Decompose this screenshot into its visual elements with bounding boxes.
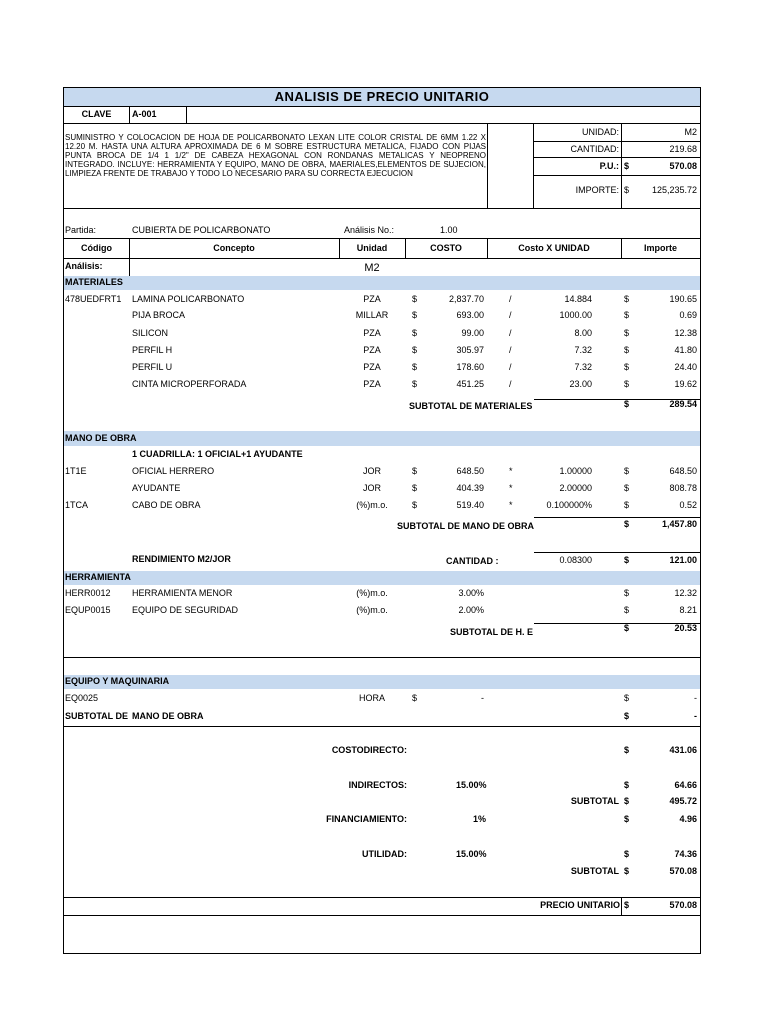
crew-description: 1 CUADRILLA: 1 OFICIAL+1 AYUDANTE [132, 449, 303, 459]
equipo-subtotal-currency: $ [624, 711, 630, 721]
mano-obra-subtotal-value: 1,457.80 [661, 519, 697, 529]
mano-obra-subtotal-currency: $ [624, 519, 630, 529]
column-header-costo: COSTO [430, 243, 462, 253]
row-currency-2: $ [624, 483, 630, 493]
row-operator: / [509, 362, 512, 372]
precio-unitario-label: PRECIO UNITARIO [540, 900, 620, 910]
row-operator: * [509, 466, 513, 476]
page-title: ANALISIS DE PRECIO UNITARIO [274, 89, 490, 104]
row-factor: 14.884 [564, 294, 592, 304]
row-currency: $ [412, 294, 418, 304]
row-unit: MILLAR [355, 310, 389, 320]
equipo-title: EQUIPO Y MAQUINARIA [65, 676, 170, 686]
row-currency: $ [412, 345, 418, 355]
column-header-codigo: Código [81, 243, 112, 253]
subtotal-1-value: 495.72 [669, 796, 697, 806]
unidad-value: M2 [684, 127, 697, 137]
row-currency: $ [412, 500, 418, 510]
row-unit: (%)m.o. [356, 500, 388, 510]
row-unit: PZA [363, 328, 381, 338]
indirectos-currency: $ [624, 780, 630, 790]
herramienta-subtotal-label: SUBTOTAL DE H. E [450, 627, 534, 637]
row-cost: 2,837.70 [448, 294, 484, 304]
precio-unitario-value: 570.08 [669, 900, 697, 910]
financiamiento-pct: 1% [473, 814, 487, 824]
row-operator: * [509, 500, 513, 510]
row-amount: 19.62 [674, 379, 697, 389]
row-currency: $ [412, 379, 418, 389]
row-amount: 0.52 [679, 500, 697, 510]
row-operator: / [509, 345, 512, 355]
row-amount: 24.40 [674, 362, 697, 372]
column-header-importe: Importe [643, 243, 677, 253]
rendimiento-cantidad-label: CANTIDAD : [446, 556, 499, 566]
subtotal-2-label: SUBTOTAL [570, 866, 619, 876]
row-currency-2: $ [624, 362, 630, 372]
mano-obra-band [64, 431, 700, 446]
table-row [64, 343, 700, 358]
row-unit: (%)m.o. [356, 588, 388, 598]
partida-label: Partida: [65, 225, 97, 235]
subtotal-2-currency: $ [624, 866, 630, 876]
row-factor: 7.32 [574, 345, 592, 355]
row-concept: PIJA BROCA [132, 310, 186, 320]
partida-value: CUBIERTA DE POLICARBONATO [132, 225, 271, 235]
pu-currency: $ [624, 161, 630, 171]
row-unit: JOR [363, 466, 381, 476]
herramienta-subtotal-value: 20.53 [674, 623, 697, 633]
equipo-code: EQ0025 [65, 693, 99, 703]
row-factor: 8.00 [574, 328, 592, 338]
row-factor: 0.100000% [546, 500, 592, 510]
table-row [64, 586, 700, 601]
row-factor: 1000.00 [559, 310, 592, 320]
materiales-subtotal-currency: $ [624, 399, 630, 409]
row-factor: 7.32 [574, 362, 592, 372]
row-unit: PZA [363, 345, 381, 355]
costo-directo-label: COSTODIRECTO: [331, 745, 407, 755]
row-code: HERR0012 [65, 588, 111, 598]
pu-value: 570.08 [669, 161, 697, 171]
row-factor: 2.00000 [559, 483, 592, 493]
mano-obra-title: MANO DE OBRA [65, 433, 137, 443]
concept-description: SUMINISTRO Y COLOCACION DE HOJA DE POLICARBONATO LEXAN LITE COLOR CRISTAL DE 6MM 1.22 X 12.20 M. HASTA UNA ALTURA APROXIMADA DE 6 M SOBRE ESTRUCTURA METALICA, FIJADO CON PIJAS PUNTA BROCA DE 1/4 1 1/2" DE CABEZA HEXAGONAL CON RONDANAS METALICAS Y NEOPRENO INTEGRADO. INCLUYE: HERRAMIENTA Y EQUIPO, MANO DE OBRA, MAERIALES,ELEMENTOS DE SUJECION, LIMPIEZA FRENTE DE TRABAJO Y TODO LO NECESARIO PARA SU CORRECTA EJECUCION [65, 133, 486, 178]
subtotal-1-currency: $ [624, 796, 630, 806]
precio-unitario-currency: $ [624, 900, 630, 910]
row-amount: 8.21 [679, 605, 697, 615]
subtotal-2-value: 570.08 [669, 866, 697, 876]
row-concept: SILICON [132, 328, 169, 338]
table-row [64, 377, 700, 392]
utilidad-label: UTILIDAD: [362, 849, 407, 859]
subtotal-1-label: SUBTOTAL [570, 796, 619, 806]
row-currency: $ [412, 362, 418, 372]
importe-value: 125,235.72 [651, 185, 697, 195]
utilidad-pct: 15.00% [456, 849, 487, 859]
row-concept: PERFIL U [132, 362, 173, 372]
equipo-currency: $ [412, 693, 418, 703]
analisis-no-value: 1.00 [440, 225, 458, 235]
importe-currency: $ [624, 185, 630, 195]
indirectos-value: 64.66 [674, 780, 697, 790]
row-concept: HERRAMIENTA MENOR [132, 588, 233, 598]
table-row [64, 603, 700, 618]
row-cost: 451.25 [456, 379, 484, 389]
row-cost: 693.00 [456, 310, 484, 320]
rendimiento-currency: $ [624, 555, 630, 565]
clave-value: A-001 [132, 109, 157, 119]
row-concept: LAMINA POLICARBONATO [132, 294, 245, 304]
price-analysis-sheet [63, 87, 701, 954]
row-currency-2: $ [624, 328, 630, 338]
table-row [64, 464, 700, 479]
cantidad-value: 219.68 [669, 144, 697, 154]
row-currency-2: $ [624, 345, 630, 355]
row-concept: OFICIAL HERRERO [132, 466, 215, 476]
equipo-cost: - [481, 693, 484, 703]
row-concept: CABO DE OBRA [132, 500, 201, 510]
equipo-subtotal-label-a: SUBTOTAL DE [65, 711, 129, 721]
row-operator: / [509, 310, 512, 320]
importe-label: IMPORTE: [575, 185, 619, 195]
row-amount: 12.38 [674, 328, 697, 338]
equipo-subtotal-label-b: MANO DE OBRA [132, 711, 204, 721]
equipo-subtotal-value: - [694, 711, 697, 721]
row-cost: 519.40 [456, 500, 484, 510]
table-row [64, 308, 700, 323]
cantidad-label: CANTIDAD: [570, 144, 619, 154]
row-currency-2: $ [624, 379, 630, 389]
row-concept: PERFIL H [132, 345, 173, 355]
pu-label: P.U.: [599, 161, 619, 171]
costo-directo-value: 431.06 [669, 745, 697, 755]
row-percent: 3.00% [458, 588, 484, 598]
rendimiento-label: RENDIMIENTO M2/JOR [132, 554, 231, 564]
row-currency-2: $ [624, 310, 630, 320]
utilidad-currency: $ [624, 849, 630, 859]
row-currency-2: $ [624, 294, 630, 304]
row-amount: 190.65 [669, 294, 697, 304]
mano-obra-subtotal-label: SUBTOTAL DE MANO DE OBRA [397, 521, 535, 531]
row-unit: JOR [363, 483, 381, 493]
row-cost: 99.00 [461, 328, 484, 338]
row-unit: PZA [363, 362, 381, 372]
materiales-title: MATERIALES [65, 277, 123, 287]
row-factor: 1.00000 [559, 466, 592, 476]
row-currency: $ [412, 466, 418, 476]
column-header-concepto: Concepto [213, 243, 255, 253]
herramienta-band [64, 571, 700, 585]
row-amount: 12.32 [674, 588, 697, 598]
analisis-unit: M2 [364, 262, 380, 274]
row-currency-2: $ [624, 588, 630, 598]
row-amount: 648.50 [669, 466, 697, 476]
row-code: EQUP0015 [65, 605, 111, 615]
row-currency-2: $ [624, 466, 630, 476]
herramienta-subtotal-currency: $ [624, 623, 630, 633]
clave-label: CLAVE [81, 109, 112, 119]
financiamiento-value: 4.96 [679, 814, 697, 824]
row-cost: 178.60 [456, 362, 484, 372]
row-percent: 2.00% [458, 605, 484, 615]
column-header-costo-unidad: Costo X UNIDAD [518, 243, 590, 253]
row-currency: $ [412, 328, 418, 338]
row-amount: 0.69 [679, 310, 697, 320]
row-code: 1T1E [65, 466, 87, 476]
analisis-no-label: Análisis No.: [344, 225, 395, 235]
row-concept: EQUIPO DE SEGURIDAD [132, 605, 239, 615]
financiamiento-currency: $ [624, 814, 630, 824]
row-code: 1TCA [65, 500, 89, 510]
indirectos-pct: 15.00% [456, 780, 487, 790]
unidad-label: UNIDAD: [581, 127, 619, 137]
row-currency-2: $ [624, 605, 630, 615]
table-row [64, 292, 700, 307]
rendimiento-value: 121.00 [669, 555, 697, 565]
equipo-amount: - [694, 693, 697, 703]
rendimiento-cantidad-value: 0.08300 [559, 555, 592, 565]
row-operator: / [509, 294, 512, 304]
table-row [64, 481, 700, 496]
materiales-subtotal-label: SUBTOTAL DE MATERIALES [409, 401, 533, 411]
table-row [64, 360, 700, 375]
row-operator: / [509, 379, 512, 389]
row-currency-2: $ [624, 500, 630, 510]
row-operator: * [509, 483, 513, 493]
row-concept: CINTA MICROPERFORADA [132, 379, 247, 389]
row-cost: 404.39 [456, 483, 484, 493]
row-amount: 808.78 [669, 483, 697, 493]
equipo-unit: HORA [358, 693, 385, 703]
table-row [64, 498, 700, 513]
row-unit: PZA [363, 379, 381, 389]
financiamiento-label: FINANCIAMIENTO: [326, 814, 407, 824]
herramienta-title: HERRAMIENTA [65, 572, 131, 582]
row-currency: $ [412, 310, 418, 320]
row-cost: 305.97 [456, 345, 484, 355]
row-currency: $ [412, 483, 418, 493]
materiales-band [64, 276, 700, 290]
row-operator: / [509, 328, 512, 338]
utilidad-value: 74.36 [674, 849, 697, 859]
row-amount: 41.80 [674, 345, 697, 355]
row-code: 478UEDFRT1 [65, 294, 122, 304]
indirectos-label: INDIRECTOS: [348, 780, 407, 790]
row-unit: PZA [363, 294, 381, 304]
table-row [64, 326, 700, 341]
row-factor: 23.00 [569, 379, 592, 389]
analisis-label: Análisis: [65, 261, 103, 271]
row-cost: 648.50 [456, 466, 484, 476]
equipo-currency-2: $ [624, 693, 630, 703]
row-concept: AYUDANTE [132, 483, 181, 493]
materiales-subtotal-value: 289.54 [669, 399, 697, 409]
row-unit: (%)m.o. [356, 605, 388, 615]
column-header-unidad: Unidad [356, 243, 388, 253]
costo-directo-currency: $ [624, 745, 630, 755]
